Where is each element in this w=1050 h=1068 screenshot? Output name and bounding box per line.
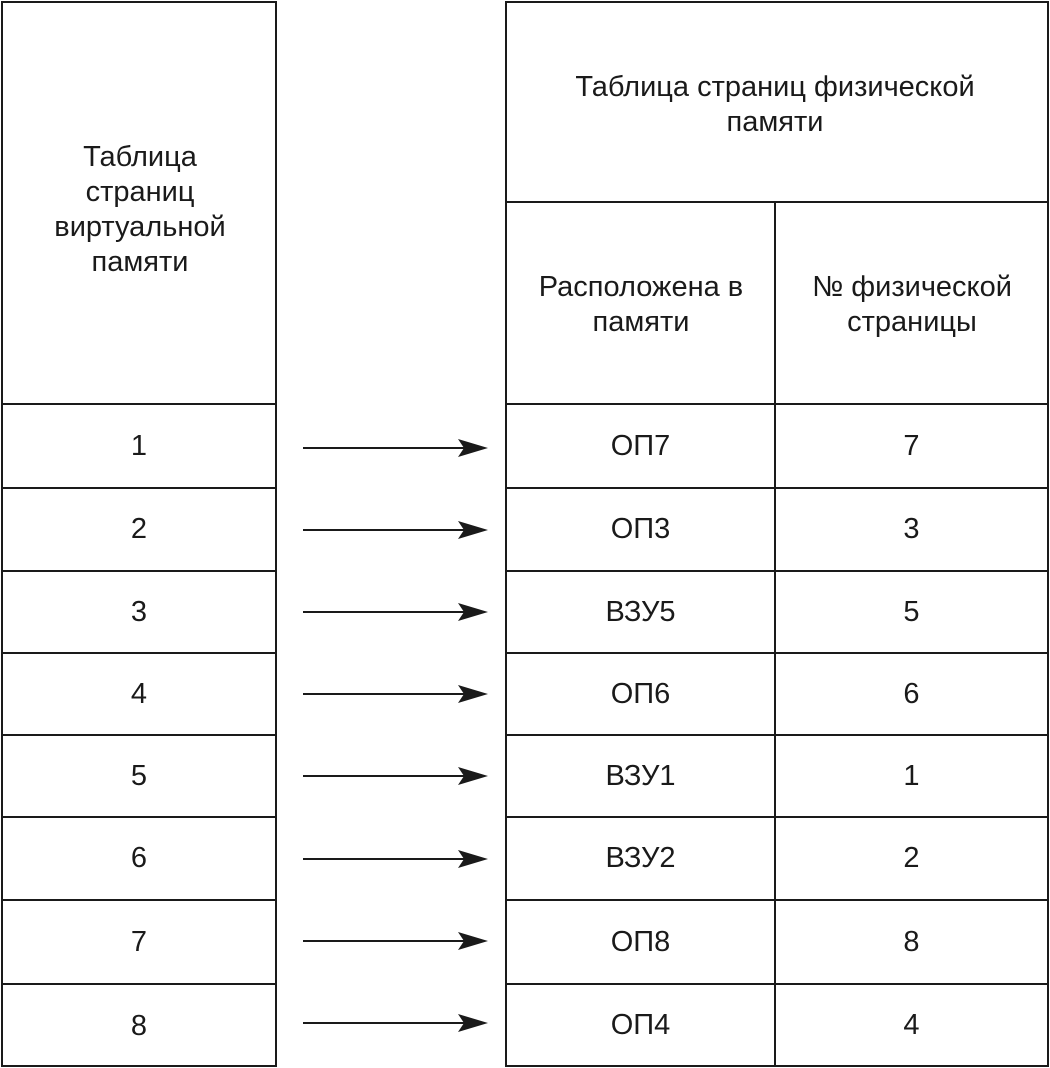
virtual-page-number: 7 [130,925,148,958]
arrow-row-1 [303,439,488,457]
physical-number-cell: 3 [903,513,920,546]
arrow-row-5 [303,767,488,785]
physical-location-cell: ОП6 [610,677,671,710]
virtual-page-number: 2 [130,513,148,546]
virtual-page-number: 8 [130,1009,148,1042]
physical-location-cell: ВЗУ5 [605,595,676,628]
arrow-row-8 [303,1014,488,1032]
virtual-page-number: 4 [130,677,148,710]
physical-header-divider [505,201,1049,203]
physical-location-cell: ОП7 [610,429,671,462]
physical-location-cell: ОП8 [610,925,671,958]
physical-table-header: Таблица страниц физической памяти [575,71,975,138]
physical-number-cell: 6 [903,677,920,710]
arrow-row-7 [303,932,488,950]
physical-location-cell: ОП4 [610,1008,671,1041]
physical-location-cell: ВЗУ2 [605,842,676,875]
arrow-row-3 [303,603,488,621]
physical-number-cell: 2 [903,842,920,875]
arrow-row-6 [303,850,488,868]
arrow-row-4 [303,685,488,703]
physical-number-cell: 4 [903,1008,920,1041]
physical-number-cell: 5 [903,595,920,628]
virtual-table-header: Таблица страниц виртуальной памяти [54,141,226,278]
virtual-page-number: 1 [130,429,148,462]
physical-location-cell: ОП3 [610,513,671,546]
arrow-row-2 [303,521,488,539]
physical-number-cell: 8 [903,925,920,958]
column-header-physical-number: № физической страницы [812,271,1012,338]
virtual-page-number: 6 [130,842,148,875]
physical-number-cell: 7 [903,429,920,462]
physical-location-cell: ВЗУ1 [605,759,676,792]
virtual-page-number: 5 [130,759,148,792]
physical-number-cell: 1 [903,759,920,792]
column-header-location: Расположена в памяти [538,271,744,338]
virtual-page-number: 3 [130,595,148,628]
